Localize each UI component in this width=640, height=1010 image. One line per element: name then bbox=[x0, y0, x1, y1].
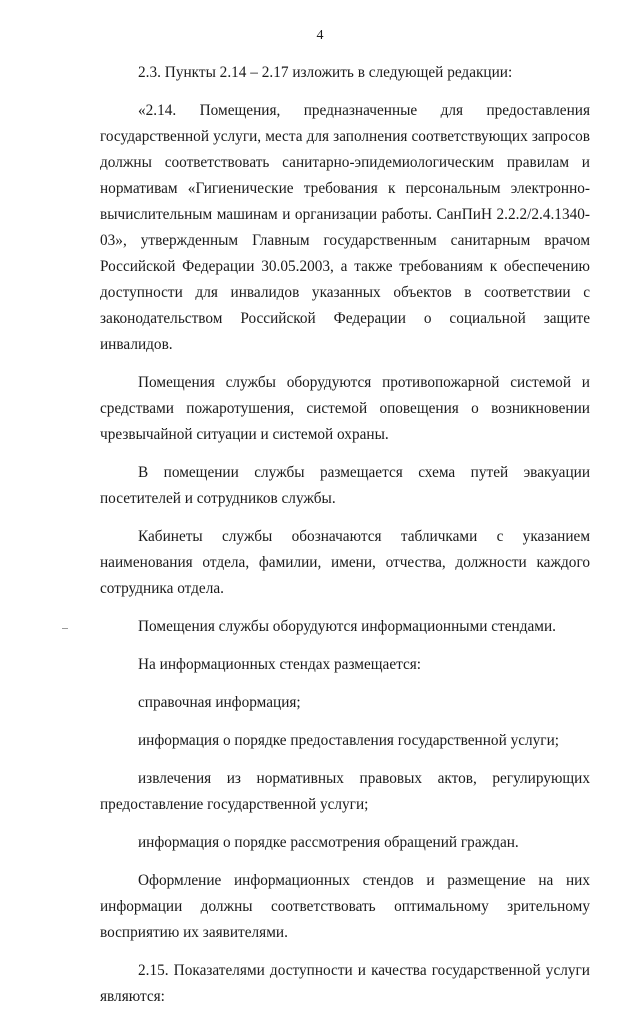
page-number: 4 bbox=[316, 28, 324, 43]
paragraph-2-15-indicators: 2.15. Показателями доступности и качества государственной услуги являются: bbox=[100, 962, 590, 1005]
paragraph-amendment-intro: 2.3. Пункты 2.14 – 2.17 изложить в следующей редакции: bbox=[138, 64, 513, 81]
margin-mark bbox=[62, 628, 68, 629]
list-item-reference-info: справочная информация; bbox=[138, 694, 301, 711]
document-body bbox=[100, 60, 590, 1010]
paragraph-info-stands: Помещения службы оборудуются информационными стендами. bbox=[138, 618, 556, 635]
list-item-legal-extracts: извлечения из нормативных правовых актов, регулирующих предоставление государственной услуги; bbox=[100, 770, 590, 813]
paragraph-evacuation-scheme: В помещении службы размещается схема путей эвакуации посетителей и сотрудников службы. bbox=[100, 464, 590, 507]
paragraph-office-signs: Кабинеты службы обозначаются табличками с указанием наименования отдела, фамилии, имени, отчества, должности каждого сотрудника отдела. bbox=[100, 528, 590, 597]
list-item-appeals-procedure: информация о порядке рассмотрения обращений граждан. bbox=[138, 834, 519, 851]
paragraph-fire-safety: Помещения службы оборудуются противопожарной системой и средствами пожаротушения, системой оповещения о возникновении чрезвычайной ситуации и системой охраны. bbox=[100, 374, 590, 443]
list-item-service-procedure: информация о порядке предоставления государственной услуги; bbox=[138, 732, 560, 749]
paragraph-stands-content: На информационных стендах размещается: bbox=[138, 656, 422, 673]
paragraph-stands-design: Оформление информационных стендов и размещение на них информации должны соответствовать оптимальному зрительному восприятию их заявителями. bbox=[100, 872, 590, 941]
paragraph-2-14-premises: «2.14. Помещения, предназначенные для предоставления государственной услуги, места для заполнения соответствующих запросов должны соответствовать санитарно-эпидемиологическим правилам и нормативам «Гигиенические требования к персональным электронно-вычислительным машинам и организации работы. СанПиН 2.2.2/2.4.1340-03», утвержденным Главным государственным санитарным врачом Российской Федерации 30.05.2003, а также требованиям к обеспечению доступности для инвалидов указанных объектов в соответствии с законодательством Российской Федерации о социальной защите инвалидов. bbox=[100, 102, 590, 353]
